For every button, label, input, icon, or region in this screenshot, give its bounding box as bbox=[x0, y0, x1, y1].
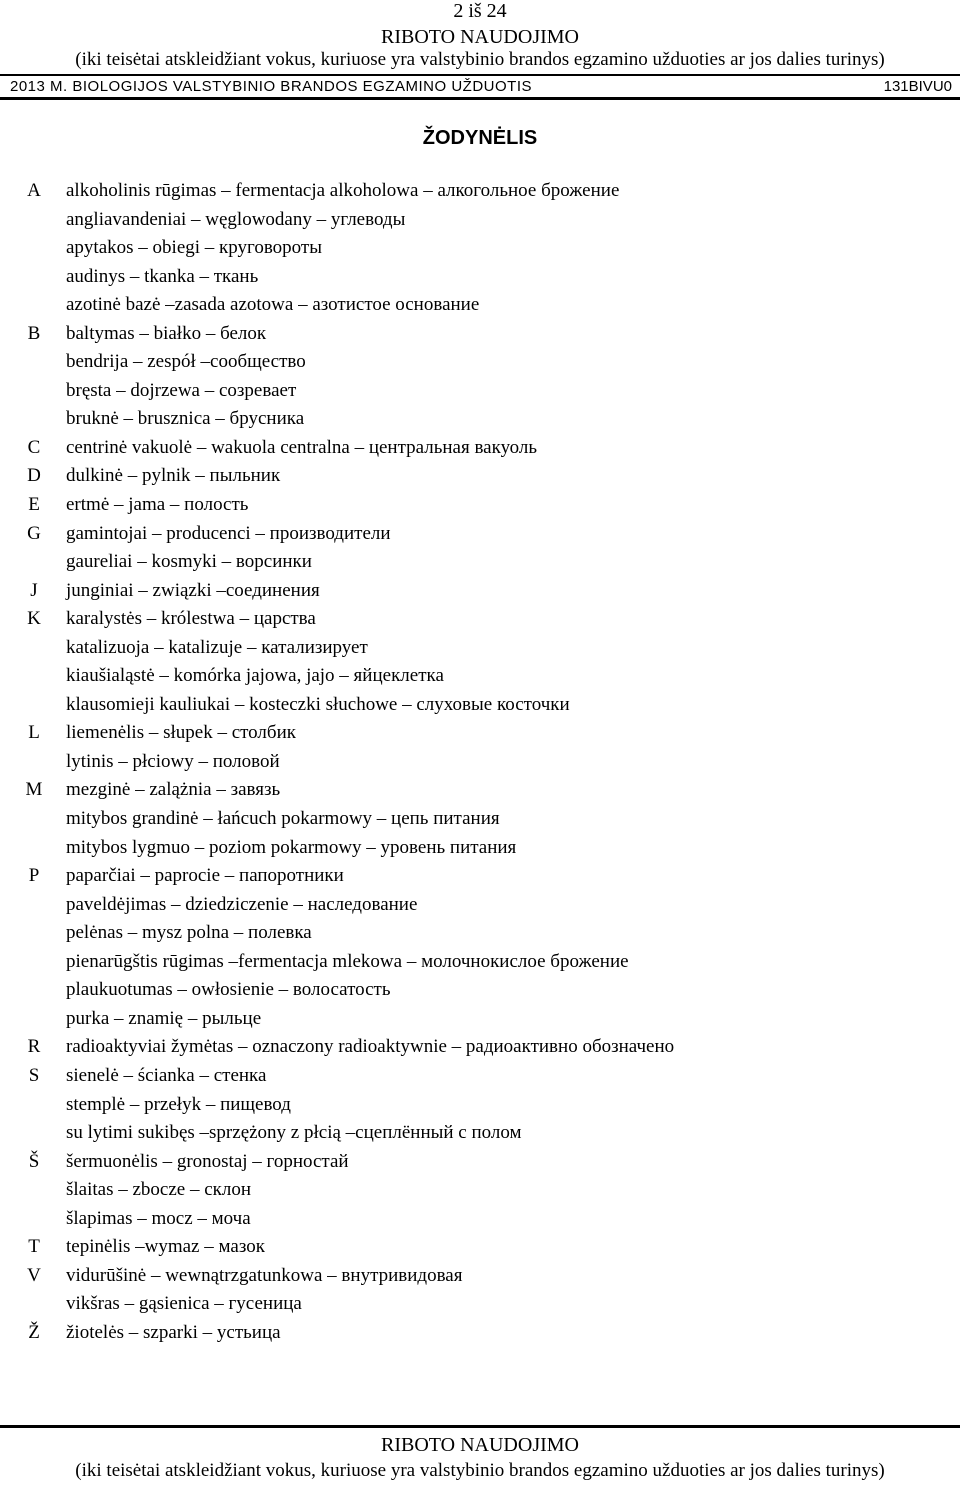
glossary-entry bbox=[0, 605, 960, 634]
glossary-entry bbox=[0, 891, 960, 920]
entry-term: mezginė – zalążnia – завязь bbox=[66, 779, 281, 801]
entry-letter: L bbox=[28, 722, 40, 744]
glossary-entry bbox=[0, 1005, 960, 1034]
entry-letter: E bbox=[28, 494, 40, 516]
glossary-entry bbox=[0, 348, 960, 377]
glossary-entry bbox=[0, 1148, 960, 1177]
glossary-entry bbox=[0, 1033, 960, 1062]
entry-letter: B bbox=[27, 322, 41, 344]
entry-term: tepinėlis –wymaz – мазок bbox=[66, 1236, 265, 1258]
entry-letter: R bbox=[27, 1036, 41, 1058]
entry-letter: P bbox=[28, 865, 40, 887]
glossary-entry bbox=[0, 377, 960, 406]
footer-restriction-note: (iki teisėtai atskleidžiant vokus, kuriuose yra valstybinio brandos egzamino užduoties ar jos dalies turinys) bbox=[75, 1460, 885, 1481]
glossary-entry bbox=[0, 434, 960, 463]
entry-term: katalizuoja – katalizuje – катализирует bbox=[66, 636, 368, 658]
glossary-entry bbox=[0, 634, 960, 663]
glossary-entry bbox=[0, 719, 960, 748]
entry-term: dulkinė – pylnik – пыльник bbox=[66, 465, 281, 487]
entry-term: pelėnas – mysz polna – полевка bbox=[66, 922, 312, 944]
entry-term: kiaušialąstė – komórka jajowa, jajo – яйцеклетка bbox=[66, 665, 444, 687]
glossary-entry bbox=[0, 577, 960, 606]
glossary-entry bbox=[0, 1290, 960, 1319]
entry-letter: A bbox=[27, 180, 41, 201]
footer-divider bbox=[0, 1425, 960, 1428]
entry-term: bruknė – brusznica – брусника bbox=[66, 408, 305, 430]
entry-letter: V bbox=[27, 1264, 41, 1286]
entry-term: sienelė – ścianka – стенка bbox=[66, 1064, 267, 1086]
glossary-entry bbox=[0, 1319, 960, 1348]
entry-term: junginiai – związki –соединения bbox=[66, 579, 320, 601]
entry-term: audinys – tkanka – ткань bbox=[66, 265, 259, 287]
entry-term: liemenėlis – słupek – столбик bbox=[66, 722, 296, 744]
glossary-entry bbox=[0, 320, 960, 349]
glossary-entry bbox=[0, 1062, 960, 1091]
entry-term: vidurūšinė – wewnątrzgatunkowa – внутривидовая bbox=[66, 1264, 463, 1286]
entry-term: mitybos lygmuo – poziom pokarmowy – уровень питания bbox=[66, 836, 517, 858]
exam-title: 2013 M. BIOLOGIJOS VALSTYBINIO BRANDOS EGZAMINO UŽDUOTIS bbox=[10, 78, 532, 95]
glossary-entry bbox=[0, 919, 960, 948]
glossary-entry bbox=[0, 1176, 960, 1205]
glossary-entry bbox=[0, 834, 960, 863]
glossary-entry bbox=[0, 234, 960, 263]
entry-term: radioaktyviai žymėtas – oznaczony radioaktywnie – радиоактивно обозначено bbox=[66, 1036, 675, 1058]
glossary-entry bbox=[0, 491, 960, 520]
entry-term: žiotelės – szparki – устьица bbox=[66, 1321, 281, 1343]
entry-letter: Ž bbox=[28, 1321, 40, 1343]
glossary-entry bbox=[0, 1262, 960, 1291]
exam-header-bar bbox=[0, 74, 960, 100]
entry-term: centrinė vakuolė – wakuola centralna – центральная вакуоль bbox=[66, 436, 537, 458]
glossary-entry bbox=[0, 805, 960, 834]
glossary-entry bbox=[0, 291, 960, 320]
glossary-entry bbox=[0, 948, 960, 977]
page-indicator: 2 iš 24 bbox=[453, 0, 507, 22]
entry-term: alkoholinis rūgimas – fermentacja alkoholowa – алкогольное брожение bbox=[66, 180, 620, 201]
entry-term: šermuonėlis – gronostaj – горностай bbox=[66, 1150, 349, 1172]
glossary-entry bbox=[0, 405, 960, 434]
entry-term: bendrija – zespół –сообщество bbox=[66, 351, 306, 373]
entry-term: paveldėjimas – dziedziczenie – наследование bbox=[66, 893, 418, 915]
entry-term: šlapimas – mocz – моча bbox=[66, 1207, 251, 1229]
glossary-entry bbox=[0, 976, 960, 1005]
entry-term: šlaitas – zbocze – склон bbox=[66, 1179, 252, 1201]
glossary-list bbox=[0, 177, 960, 1347]
entry-term: su lytimi sukibęs –sprzężony z płcią –сцеплённый с полом bbox=[66, 1122, 522, 1144]
glossary-entry bbox=[0, 1233, 960, 1262]
entry-term: apytakos – obiegi – круговороты bbox=[66, 237, 322, 259]
entry-term: karalystės – królestwa – царства bbox=[66, 608, 316, 630]
entry-term: angliavandeniai – węglowodany – углеводы bbox=[66, 208, 406, 230]
entry-term: plaukuotumas – owłosienie – волосатость bbox=[66, 979, 391, 1001]
entry-letter: Š bbox=[28, 1150, 40, 1172]
entry-term: purka – znamię – рыльце bbox=[66, 1007, 262, 1029]
entry-term: lytinis – płciowy – половой bbox=[66, 750, 280, 772]
glossary-entry bbox=[0, 662, 960, 691]
entry-term: bręsta – dojrzewa – созревает bbox=[66, 379, 297, 401]
entry-term: mitybos grandinė – łańcuch pokarmowy – цепь питания bbox=[66, 808, 500, 830]
glossary-entry bbox=[0, 520, 960, 549]
glossary-entry bbox=[0, 691, 960, 720]
entry-term: vikšras – gąsienica – гусеница bbox=[66, 1293, 302, 1315]
entry-term: gaureliai – kosmyki – ворсинки bbox=[66, 551, 312, 573]
restriction-note: (iki teisėtai atskleidžiant vokus, kuriuose yra valstybinio brandos egzamino užduoties ar jos dalies turinys) bbox=[75, 49, 885, 70]
entry-letter: S bbox=[28, 1064, 40, 1086]
glossary-entry bbox=[0, 263, 960, 292]
footer-restriction-title: RIBOTO NAUDOJIMO bbox=[381, 1434, 579, 1456]
entry-term: baltymas – białko – белок bbox=[66, 322, 267, 344]
entry-term: ertmė – jama – полость bbox=[66, 494, 249, 516]
entry-term: stemplė – przełyk – пищевод bbox=[66, 1093, 291, 1115]
glossary-entry bbox=[0, 748, 960, 777]
glossary-entry bbox=[0, 776, 960, 805]
entry-letter: C bbox=[27, 436, 41, 458]
entry-term: azotinė bazė –zasada azotowa – азотистое основание bbox=[66, 294, 480, 316]
entry-letter: G bbox=[27, 522, 41, 544]
entry-letter: T bbox=[28, 1236, 40, 1258]
entry-letter: M bbox=[25, 779, 43, 801]
glossary-entry bbox=[0, 548, 960, 577]
entry-term: paparčiai – paprocie – папоротники bbox=[66, 865, 344, 887]
exam-code: 131BIVU0 bbox=[883, 78, 952, 95]
entry-letter: J bbox=[30, 579, 38, 601]
restriction-title: RIBOTO NAUDOJIMO bbox=[381, 26, 579, 48]
entry-letter: D bbox=[27, 465, 41, 487]
glossary-entry bbox=[0, 177, 960, 206]
glossary-title: ŽODYNĖLIS bbox=[422, 127, 538, 149]
glossary-entry bbox=[0, 1091, 960, 1120]
glossary-entry bbox=[0, 1205, 960, 1234]
glossary-entry bbox=[0, 206, 960, 235]
glossary-entry bbox=[0, 862, 960, 891]
glossary-entry bbox=[0, 1119, 960, 1148]
entry-term: klausomieji kauliukai – kosteczki słuchowe – слуховые косточки bbox=[66, 693, 570, 715]
entry-term: pienarūgštis rūgimas –fermentacja mlekowa – молочнокислое брожение bbox=[66, 950, 629, 972]
glossary-entry bbox=[0, 462, 960, 491]
entry-term: gamintojai – producenci – производители bbox=[66, 522, 391, 544]
entry-letter: K bbox=[27, 608, 41, 630]
